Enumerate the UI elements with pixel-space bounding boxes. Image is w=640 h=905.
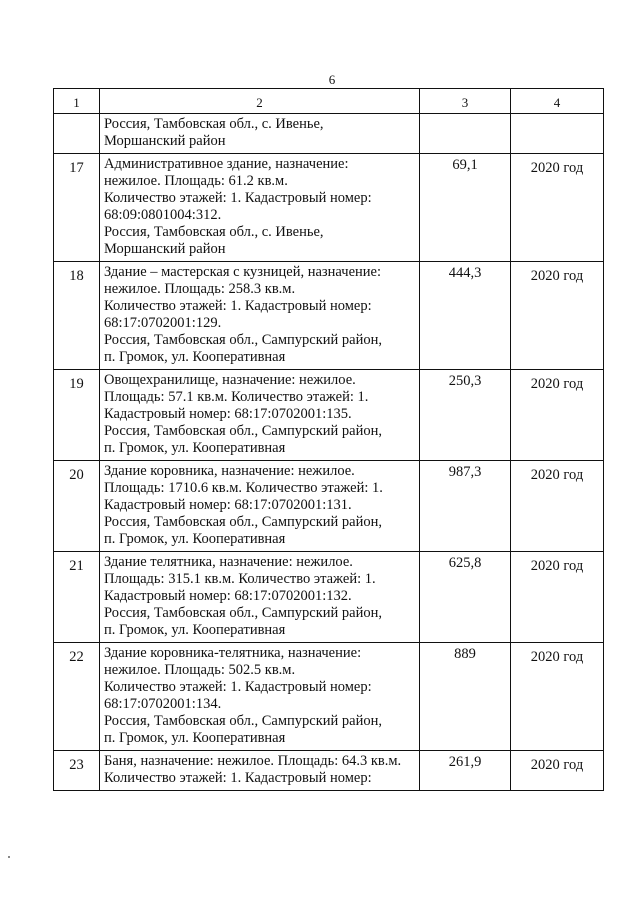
row-number: 18: [54, 262, 100, 370]
description-line: п. Громок, ул. Кооперативная: [104, 349, 286, 365]
table-row: [54, 643, 604, 751]
page-number: 6: [328, 72, 336, 87]
row-number: 21: [54, 552, 100, 643]
property-year: 2020 год: [511, 643, 604, 751]
property-description: [100, 643, 420, 751]
table-row: [54, 154, 604, 262]
property-description: [100, 262, 420, 370]
table-row: [54, 114, 604, 154]
row-number: 20: [54, 461, 100, 552]
row-number: 22: [54, 643, 100, 751]
description-line: 68:17:0702001:129.: [104, 315, 222, 331]
scan-speck: [8, 856, 10, 858]
description-line: Россия, Тамбовская обл., с. Ивенье,: [104, 224, 324, 240]
description-line: 68:09:0801004:312.: [104, 207, 222, 223]
description-line: п. Громок, ул. Кооперативная: [104, 531, 286, 547]
property-description: [100, 461, 420, 552]
table-row: [54, 751, 604, 791]
property-year: 2020 год: [511, 751, 604, 791]
property-value: 889: [420, 643, 511, 751]
description-line: п. Громок, ул. Кооперативная: [104, 440, 286, 456]
row-number: [54, 114, 100, 154]
property-description: [100, 370, 420, 461]
row-number: 17: [54, 154, 100, 262]
column-header: 3: [420, 89, 511, 114]
description-line: Россия, Тамбовская обл., Сампурский район,: [104, 332, 382, 348]
property-year: [511, 114, 604, 154]
description-line: Моршанский район: [104, 241, 226, 257]
property-description: [100, 154, 420, 262]
description-line: нежилое. Площадь: 61.2 кв.м.: [104, 173, 288, 189]
description-line: Здание коровника, назначение: нежилое.: [104, 463, 355, 479]
description-line: Моршанский район: [104, 133, 226, 149]
description-line: Кадастровый номер: 68:17:0702001:135.: [104, 406, 352, 422]
description-line: Баня, назначение: нежилое. Площадь: 64.3 кв.м.: [104, 753, 402, 769]
description-line: Кадастровый номер: 68:17:0702001:131.: [104, 497, 352, 513]
description-line: Здание коровника-телятника, назначение:: [104, 645, 362, 661]
description-line: Россия, Тамбовская обл., Сампурский район,: [104, 605, 382, 621]
table-body: [54, 114, 604, 791]
property-value: 250,3: [420, 370, 511, 461]
property-description: [100, 114, 420, 154]
property-year: 2020 год: [511, 461, 604, 552]
property-description: [100, 552, 420, 643]
description-line: Количество этажей: 1. Кадастровый номер:: [104, 770, 372, 786]
description-line: Административное здание, назначение:: [104, 156, 349, 172]
table-row: [54, 552, 604, 643]
description-line: Количество этажей: 1. Кадастровый номер:: [104, 679, 372, 695]
description-line: Количество этажей: 1. Кадастровый номер:: [104, 190, 372, 206]
description-line: Здание – мастерская с кузницей, назначение:: [104, 264, 381, 280]
description-line: Площадь: 315.1 кв.м. Количество этажей: 1.: [104, 571, 376, 587]
property-year: 2020 год: [511, 552, 604, 643]
row-number: 19: [54, 370, 100, 461]
description-line: Овощехранилище, назначение: нежилое.: [104, 372, 356, 388]
property-value: 261,9: [420, 751, 511, 791]
description-line: Россия, Тамбовская обл., с. Ивенье,: [104, 116, 324, 132]
description-line: п. Громок, ул. Кооперативная: [104, 622, 286, 638]
property-description: [100, 751, 420, 791]
description-line: п. Громок, ул. Кооперативная: [104, 730, 286, 746]
column-header: 1: [54, 89, 100, 114]
property-value: 69,1: [420, 154, 511, 262]
table-row: [54, 262, 604, 370]
property-year: 2020 год: [511, 154, 604, 262]
property-year: 2020 год: [511, 370, 604, 461]
property-value: [420, 114, 511, 154]
description-line: Площадь: 57.1 кв.м. Количество этажей: 1.: [104, 389, 369, 405]
description-line: Россия, Тамбовская обл., Сампурский район,: [104, 423, 382, 439]
description-line: Площадь: 1710.6 кв.м. Количество этажей: 1.: [104, 480, 383, 496]
table-row: [54, 370, 604, 461]
description-line: Здание телятника, назначение: нежилое.: [104, 554, 353, 570]
row-number: 23: [54, 751, 100, 791]
description-line: Количество этажей: 1. Кадастровый номер:: [104, 298, 372, 314]
description-line: Россия, Тамбовская обл., Сампурский район,: [104, 514, 382, 530]
description-line: Кадастровый номер: 68:17:0702001:132.: [104, 588, 352, 604]
property-table: [53, 88, 604, 791]
description-line: нежилое. Площадь: 502.5 кв.м.: [104, 662, 296, 678]
description-line: Россия, Тамбовская обл., Сампурский район,: [104, 713, 382, 729]
description-line: нежилое. Площадь: 258.3 кв.м.: [104, 281, 296, 297]
property-value: 987,3: [420, 461, 511, 552]
column-header: 4: [511, 89, 604, 114]
description-line: 68:17:0702001:134.: [104, 696, 222, 712]
property-value: 444,3: [420, 262, 511, 370]
property-value: 625,8: [420, 552, 511, 643]
column-header: 2: [100, 89, 420, 114]
table-row: [54, 461, 604, 552]
table-header: [54, 89, 604, 114]
property-year: 2020 год: [511, 262, 604, 370]
